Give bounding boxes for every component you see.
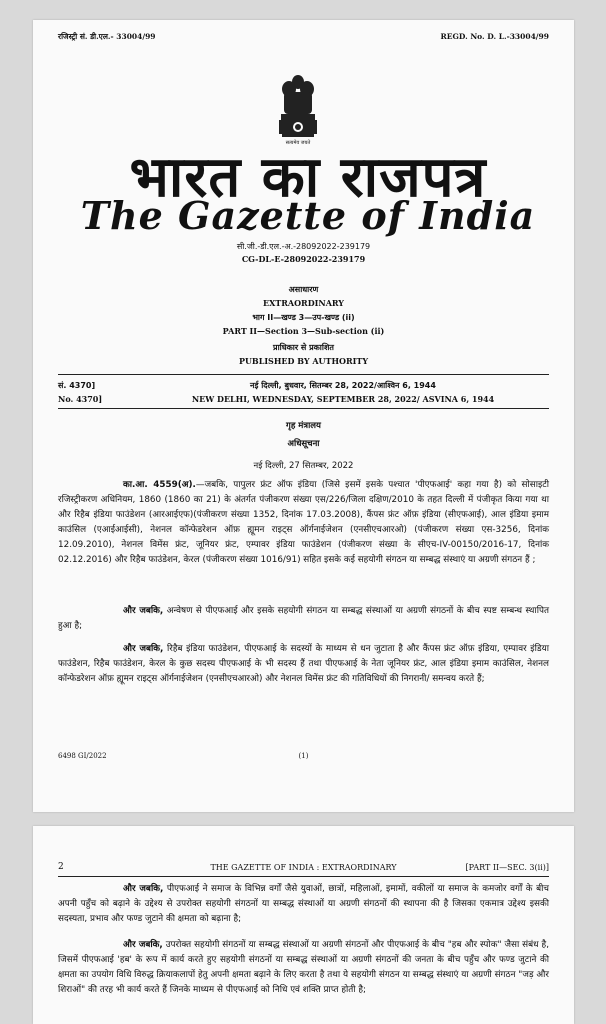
notification-paragraph-2 bbox=[58, 604, 549, 634]
notification-heading: अधिसूचना bbox=[287, 439, 320, 449]
page-2-paragraph-2-lead: और जबकि, bbox=[123, 940, 163, 950]
registration-number-hindi: रजिस्ट्री सं. डी.एल.- 33004/99 bbox=[58, 32, 156, 41]
notification-place-date: नई दिल्ली, 27 सितम्बर, 2022 bbox=[253, 461, 354, 471]
paragraph-3-text: रिहैब इंडिया फाउंडेशन, पीएफआई के सदस्यों के माध्यम से धन जुटाता है और कैंपस फ्रंट ऑफ़ इंडिया, एम्पावर इंडिया फाउंडेशन, रिहैब फाउंडेशन, केरल के कुछ सदस्य पीएफआई के भी सदस्य हैं तथा पीएफआई के नेता जूनियर फ्रंट, आल इंडिया इमाम काउंसिल, नेशनल कॉन्फेडरेशन ऑफ़ ह्यूमन राइट्स ऑर्गनाईजेशन (एनसीएचआरओ) और नेशनल विमेंस फ्रंट की गतिविधियों की निगरानी/ समन्वय करते हैं; bbox=[58, 644, 549, 684]
header-rule-bottom bbox=[58, 408, 549, 409]
gazette-title-english: The Gazette of India bbox=[80, 193, 536, 238]
cg-number-english: CG-DL-E-28092022-239179 bbox=[241, 254, 366, 264]
published-by-authority-english: PUBLISHED BY AUTHORITY bbox=[238, 356, 369, 366]
published-by-authority-hindi: प्राधिकार से प्रकाशित bbox=[273, 343, 334, 352]
page-number-1: (1) bbox=[298, 752, 309, 760]
notification-paragraph-3 bbox=[58, 642, 549, 687]
part-section-english: PART II—Section 3—Sub-section (ii) bbox=[222, 326, 385, 336]
page-2-paragraph-1-text: पीएफआई ने समाज के विभिन्न वर्गों जैसे युवाओं, छात्रों, महिलाओं, इमामों, वकीलों या समाज के कमजोर वर्गों के बीच अपनी पहुँच को बढ़ाने के उद्देश्य से उपरोक्त सहयोगी संगठनों या सम्बद्ध संस्थाओं या अग्रणी संगठनों की स्थापना की है जिसका एकमात्र उद्देश्य इसकी सदस्यता, प्रभाव और फण्ड जुटाने की क्षमता को बढ़ाना है; bbox=[58, 884, 549, 924]
emblem-motto: सत्यमेव जयते bbox=[285, 140, 311, 146]
page-2-paragraph-1 bbox=[58, 882, 549, 927]
issue-number-hindi: सं. 4370] bbox=[58, 381, 96, 390]
part-reference: [PART II—SEC. 3(ii)] bbox=[465, 863, 549, 872]
issue-date-english: NEW DELHI, WEDNESDAY, SEPTEMBER 28, 2022/ ASVINA 6, 1944 bbox=[191, 394, 495, 404]
order-number: का.आ. 4559(अ). bbox=[123, 480, 196, 490]
paragraph-1-text: —जबकि, पापुलर फ्रंट ऑफ इंडिया (जिसे इसमें इसके पश्चात 'पीएफआई' कहा गया है) को सोसाइटी रजिस्ट्रीकरण अधिनियम, 1860 (1860 का 21) के अंतर्गत पंजीकरण संख्या एस/226/जिला दक्षिण/2010 के तहत दिल्ली में पंजीकृत किया गया था और रिहैब इंडिया फाउंडेशन (आरआईएफ)(पंजीकरण संख्या 1352, दिनांक 17.03.2008), कैंपस फ्रंट ऑफ़ इंडिया (सीएफआई), आल इंडिया इमाम काउंसिल (एआईआईसी), नेशनल कॉन्फेडरेशन ऑफ़ ह्यूमन राइट्स ऑर्गनाईजेशन (एनसीएचआरओ) (पंजीकरण संख्या एस-3256, दिनांक 12.09.2010), नेशनल विमेंस फ्रंट, जूनियर फ्रंट, एम्पावर इंडिया फाउंडेशन (पंजीकरण संख्या के सीएच-IV-00150/2016-17, दिनांक 02.12.2016) और रिहैब फाउंडेशन, केरल (पंजीकरण संख्या 1016/91) सहित इसके कई सहयोगी संगठन या सम्बद्ध संस्थाएं या अग्रणी संगठन हैं ; bbox=[58, 480, 549, 565]
gazette-page-1 bbox=[33, 20, 574, 812]
gazette-title-hindi: भारत का राजपत्र bbox=[129, 145, 487, 210]
footer-code: 6498 GI/2022 bbox=[58, 752, 107, 760]
header-rule-top bbox=[58, 374, 549, 375]
paragraph-3-lead: और जबकि, bbox=[123, 644, 164, 654]
page-2-paragraph-2 bbox=[58, 938, 549, 998]
page-number-2: 2 bbox=[58, 862, 64, 872]
page-2-paragraph-2-text: उपरोक्त सहयोगी संगठनों या सम्बद्ध संस्थाओं या अग्रणी संगठनों और पीएफआई के बीच "हब और स्पोक" जैसा संबंध है, जिसमें पीएफआई 'हब' के रूप में कार्य करते हुए सहयोगी संगठनों या सम्बद्ध संस्थाओं या अग्रणी संगठनों की जनता के बीच पहुँच और फण्ड जुटाने की क्षमता का उपयोग विधि विरुद्ध क्रियाकलापों हेतु अपनी क्षमता बढ़ाने के लिए करता है तथा ये सहयोगी संगठन या सम्बद्ध संस्थाएं या अग्रणी संगठन "जड़ और शिराओं" की तरह भी कार्य करते हैं जिनके माध्यम से पीएफआई को निधि एवं शक्ति प्राप्त होती है; bbox=[58, 940, 549, 995]
paragraph-2-lead: और जबकि, bbox=[123, 606, 164, 616]
ministry-heading: गृह मंत्रालय bbox=[286, 421, 321, 431]
notification-paragraph-1 bbox=[58, 478, 549, 568]
extraordinary-english: EXTRAORDINARY bbox=[262, 298, 345, 308]
extraordinary-hindi: असाधारण bbox=[288, 285, 319, 294]
part-section-hindi: भाग II—खण्ड 3—उप-खण्ड (ii) bbox=[252, 313, 355, 322]
issue-date-hindi: नई दिल्ली, बुधवार, सितम्बर 28, 2022/आश्विन 6, 1944 bbox=[250, 381, 436, 390]
page-2-paragraph-1-lead: और जबकि, bbox=[123, 884, 164, 894]
issue-number-english: No. 4370] bbox=[58, 394, 103, 404]
page-2-header-rule bbox=[58, 876, 549, 877]
cg-number-hindi: सी.जी.-डी.एल.-अ.-28092022-239179 bbox=[236, 242, 371, 251]
running-title: THE GAZETTE OF INDIA : EXTRAORDINARY bbox=[210, 863, 397, 872]
gazette-page-2 bbox=[33, 826, 574, 1024]
registration-number-english: REGD. No. D. L.-33004/99 bbox=[440, 32, 549, 41]
paragraph-2-text: अन्वेषण से पीएफआई और इसके सहयोगी संगठन या सम्बद्ध संस्थाओं या अग्रणी संगठनों के बीच स्पष्ट सम्बन्ध स्थापित हुआ है; bbox=[58, 606, 549, 631]
